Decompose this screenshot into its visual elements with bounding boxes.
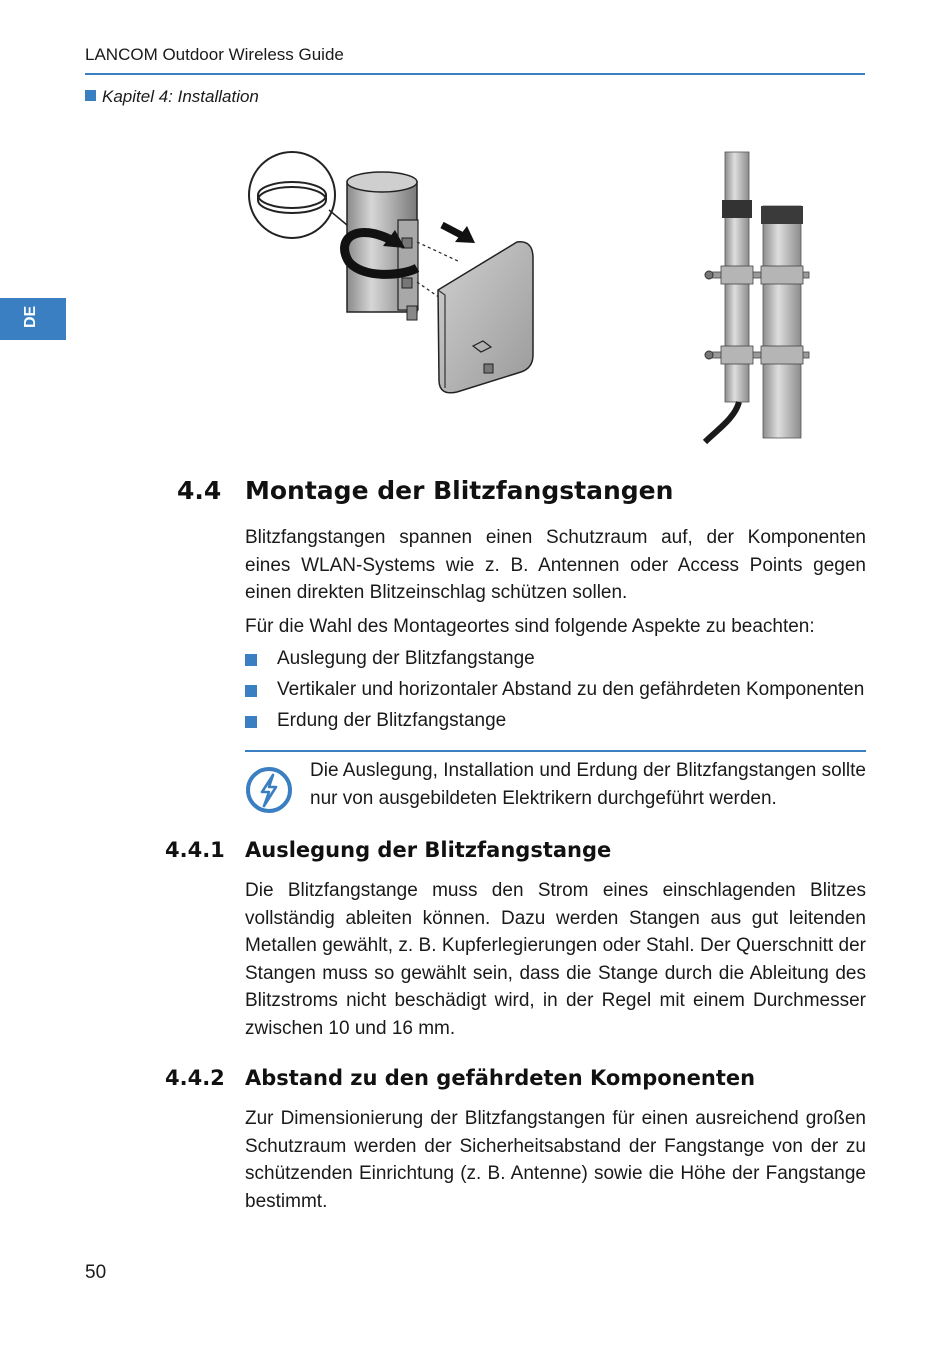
subsection-paragraph: Die Blitzfangstange muss den Strom eines einschlagenden Blitzes vollständig ableiten können. Dazu werden Stangen aus gut leitenden Metallen gewählt, z. B. Kupferlegierungen oder Stahl. Der Querschnitt der Stangen muss so gewählt sein, dass die Stange durch die Ableitung des Blitzstroms nicht beschädigt wird, in der Regel mit einem Durchmesser zwischen 10 und 16 mm. [245,880,866,1039]
header-divider [85,73,865,75]
subsection-title: Auslegung der Blitzfangstange [245,838,612,862]
language-tab [0,298,66,340]
section-paragraph-intro: Blitzfangstangen spannen einen Schutzraum auf, der Komponenten eines WLAN-Systems wie z. B. Antennen oder Access Points gegen einen direkten Blitzeinschlag schützen sollen. [245,527,866,603]
lightning-warning-icon [245,766,293,814]
section-paragraph-aspects: Für die Wahl des Montageortes sind folgende Aspekte zu beachten: [245,616,815,637]
mounting-illustration [245,150,545,405]
square-bullet-icon [245,685,257,697]
subsection-paragraph: Zur Dimensionierung der Blitzfangstangen für einen ausreichend großen Schutzraum werden der Sicherheitsabstand der Fangstange von der zu schützenden Einrichtung (z. B. Antenne) sowie die Höhe der Fangstange bestimmt. [245,1108,866,1212]
running-header: LANCOM Outdoor Wireless Guide [85,45,344,64]
square-bullet-icon [85,90,96,101]
page-number: 50 [85,1262,107,1283]
language-tab-label: DE [22,305,39,328]
list-item-text: Auslegung der Blitzfangstange [277,648,535,669]
chapter-text: Kapitel 4: Installation [102,87,259,106]
square-bullet-icon [245,716,257,728]
list-item-text: Erdung der Blitzfangstange [277,710,507,731]
chapter-label [85,87,259,107]
note-divider [245,750,866,752]
clamp-upper [705,266,809,284]
subsection-title: Abstand zu den gefährdeten Komponenten [245,1066,756,1090]
pole-clamp-illustration [695,148,815,448]
section-number: 4.4 [177,476,222,505]
square-bullet-icon [245,654,257,666]
clamp-lower [705,346,809,364]
section-title: Montage der Blitzfangstangen [245,476,674,505]
note-text: Die Auslegung, Installation und Erdung der Blitzfangstangen sollte nur von ausgebildeten Elektrikern durchgeführt werden. [310,760,866,809]
subsection-number: 4.4.1 [165,838,225,862]
subsection-number: 4.4.2 [165,1066,225,1090]
list-item-text: Vertikaler und horizontaler Abstand zu den gefährdeten Komponenten [277,679,865,700]
